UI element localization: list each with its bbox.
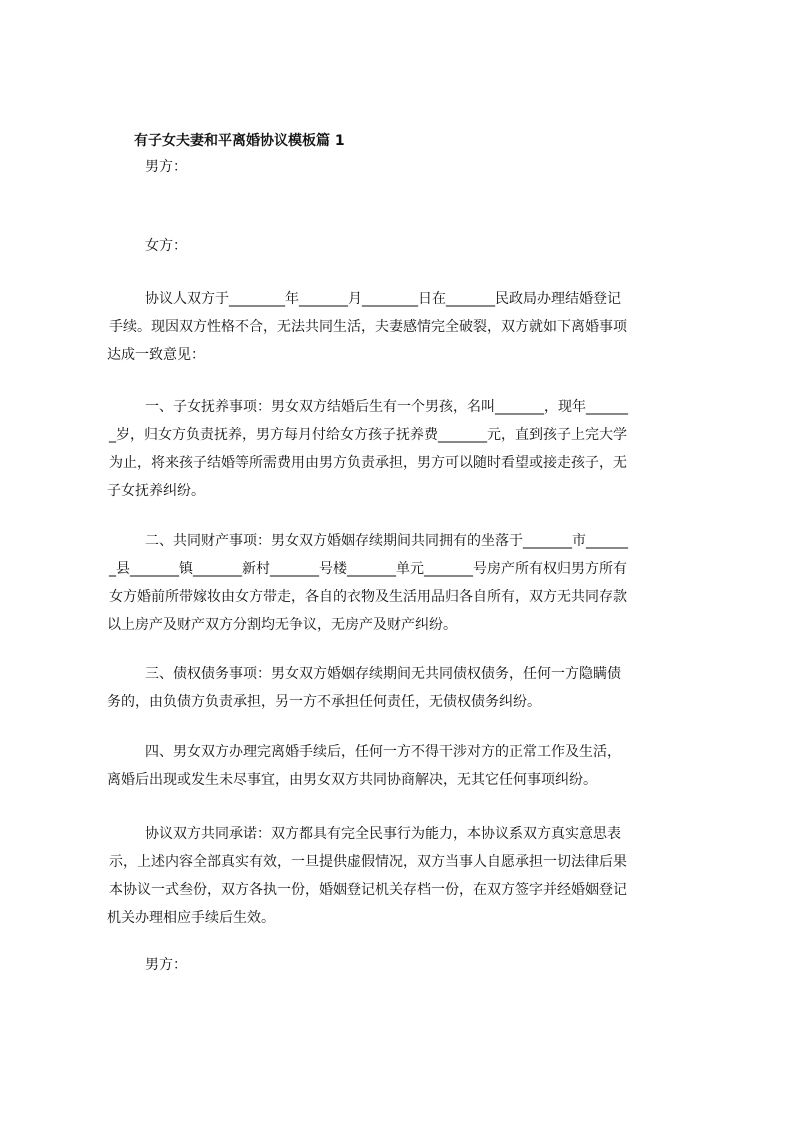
- paragraph-line: 达成一致意见：: [107, 347, 205, 363]
- male-party-label: [145, 157, 187, 177]
- paragraph-line: 四、男女双方办理完离婚手续后，任何一方不得干涉对方的正常工作及生活，: [145, 744, 621, 760]
- post-divorce-clause: [107, 738, 703, 794]
- paragraph-line: 离婚后出现或发生未尽事宜，由男女双方共同协商解决，无其它任何事项纠纷。: [107, 772, 597, 788]
- paragraph-line: 为止，将来孩子结婚等所需费用由男方负责承担，男方可以随时看望或接走孩子，无: [109, 455, 627, 471]
- document-title: 有子女夫妻和平离婚协议模板篇 1: [134, 133, 345, 149]
- male-signature-label: 男方：: [145, 957, 187, 973]
- commitment-paragraph: [107, 820, 703, 932]
- paragraph-line: 本协议一式叁份，双方各执一份，婚姻登记机关存档一份，在双方签字并经婚姻登记: [109, 882, 627, 898]
- paragraph-line: _岁，归女方负责抚养，男方每月付给女方孩子抚养费_______元，直到孩子上完大学: [109, 427, 627, 443]
- paragraph-line: 机关办理相应手续后生效。: [107, 910, 275, 926]
- paragraph-line: 三、债权债务事项：男女双方婚姻存续期间无共同债权债务，任何一方隐瞒债: [145, 666, 621, 682]
- female-party-label: 女方：: [145, 238, 187, 254]
- paragraph-line: 示，上述内容全部真实有效，一旦提供虚假情况，双方当事人自愿承担一切法律后果: [109, 854, 627, 870]
- child-custody-clause: [107, 393, 703, 505]
- debt-clause: [107, 660, 703, 716]
- joint-property-clause: [107, 527, 703, 639]
- paragraph-line: 二、共同财产事项：男女双方婚姻存续期间共同拥有的坐落于_______市______: [145, 533, 628, 549]
- paragraph-line: 务的，由负债方负责承担，另一方不承担任何责任，无债权债务纠纷。: [107, 694, 541, 710]
- intro-paragraph: [107, 285, 703, 369]
- paragraph-line: 手续。现因双方性格不合，无法共同生活，夫妻感情完全破裂，双方就如下离婚事项: [109, 319, 627, 335]
- paragraph-line: 子女抚养纠纷。: [107, 483, 205, 499]
- paragraph-line: _县_______镇_______新村_______号楼_______单元_______号房产所有权归男方所有: [109, 561, 627, 577]
- paragraph-line: 一、子女抚养事项：男女双方结婚后生有一个男孩，名叫_______，现年______: [145, 399, 628, 415]
- paragraph-line: 女方婚前所带嫁妆由女方带走，各自的衣物及生活用品归各自所有，双方无共同存款: [109, 589, 627, 605]
- paragraph-line: 以上房产及财产双方分割均无争议，无房产及财产纠纷。: [107, 617, 457, 633]
- male-party-label-text: 男方：: [145, 159, 187, 175]
- paragraph-line: 协议双方共同承诺：双方都具有完全民事行为能力，本协议系双方真实意思表: [145, 826, 621, 842]
- paragraph-line: 协议人双方于________年_______月________日在_______民政局办理结婚登记: [145, 291, 621, 307]
